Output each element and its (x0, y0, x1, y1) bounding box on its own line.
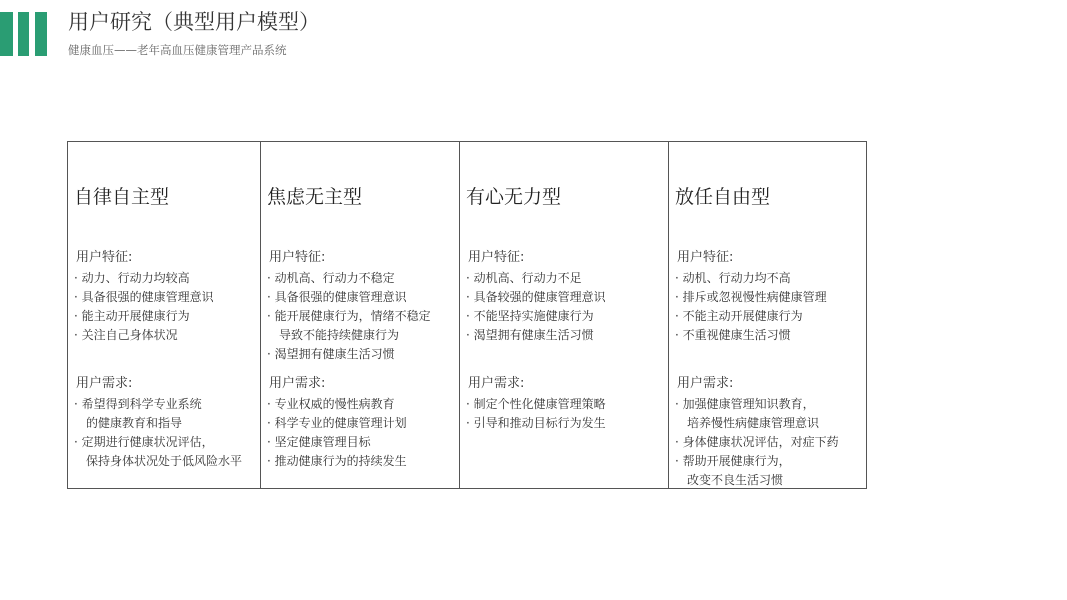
list-item: 保持身体状况处于低风险水平 (86, 454, 243, 468)
list-item: · 推动健康行为的持续发生 (267, 454, 407, 468)
list-item: 的健康教育和指导 (86, 416, 183, 430)
user-type-column (669, 142, 866, 488)
features-label: 用户特征: (76, 250, 133, 265)
list-item: · 加强健康管理知识教育， (675, 397, 815, 411)
user-type-title: 有心无力型 (466, 186, 562, 208)
list-item: · 具备很强的健康管理意识 (267, 290, 407, 304)
logo-bar (35, 12, 47, 56)
needs-list (466, 395, 606, 433)
user-model-table (67, 141, 867, 489)
list-item: · 定期进行健康状况评估， (74, 435, 214, 449)
page-title: 用户研究（典型用户模型） (68, 10, 320, 34)
list-item: · 不能主动开展健康行为 (675, 309, 803, 323)
list-item: · 坚定健康管理目标 (267, 435, 371, 449)
features-label: 用户特征: (269, 250, 326, 265)
list-item: · 具备很强的健康管理意识 (74, 290, 214, 304)
list-item: · 身体健康状况评估，对症下药 (675, 435, 839, 449)
list-item: · 专业权威的慢性病教育 (267, 397, 395, 411)
user-type-title: 放任自由型 (675, 186, 771, 208)
needs-list (74, 395, 242, 471)
list-item: · 渴望拥有健康生活习惯 (466, 328, 594, 342)
needs-label: 用户需求: (468, 376, 525, 391)
list-item: · 动机高、行动力不足 (466, 271, 582, 285)
list-item: 改变不良生活习惯 (687, 473, 784, 487)
logo-bar (0, 12, 13, 56)
list-item: · 不能坚持实施健康行为 (466, 309, 594, 323)
list-item: 培养慢性病健康管理意识 (687, 416, 820, 430)
list-item: · 动机高、行动力不稳定 (267, 271, 395, 285)
needs-label: 用户需求: (269, 376, 326, 391)
features-list (675, 269, 827, 345)
features-label: 用户特征: (677, 250, 734, 265)
list-item: · 渴望拥有健康生活习惯 (267, 347, 395, 361)
needs-label: 用户需求: (677, 376, 734, 391)
needs-label: 用户需求: (76, 376, 133, 391)
features-list (466, 269, 606, 345)
list-item: · 制定个性化健康管理策略 (466, 397, 606, 411)
user-type-title: 自律自主型 (74, 186, 170, 208)
list-item: · 帮助开展健康行为， (675, 454, 791, 468)
list-item: · 动力、行动力均较高 (74, 271, 190, 285)
page-subtitle: 健康血压——老年高血压健康管理产品系统 (68, 43, 287, 57)
list-item: · 希望得到科学专业系统 (74, 397, 202, 411)
list-item: 导致不能持续健康行为 (279, 328, 400, 342)
needs-list (675, 395, 839, 490)
logo-bars (0, 12, 48, 56)
list-item: · 动机、行动力均不高 (675, 271, 791, 285)
user-type-column (460, 142, 669, 488)
list-item: · 科学专业的健康管理计划 (267, 416, 407, 430)
list-item: · 排斥或忽视慢性病健康管理 (675, 290, 827, 304)
features-list (74, 269, 214, 345)
features-label: 用户特征: (468, 250, 525, 265)
list-item: · 关注自己身体状况 (74, 328, 178, 342)
list-item: · 具备较强的健康管理意识 (466, 290, 606, 304)
list-item: · 引导和推动目标行为发生 (466, 416, 606, 430)
list-item: · 能开展健康行为，情绪不稳定 (267, 309, 431, 323)
user-type-column (68, 142, 261, 488)
logo-bar (18, 12, 29, 56)
needs-list (267, 395, 407, 471)
user-type-column (261, 142, 460, 488)
list-item: · 不重视健康生活习惯 (675, 328, 791, 342)
user-type-title: 焦虑无主型 (267, 186, 363, 208)
list-item: · 能主动开展健康行为 (74, 309, 190, 323)
features-list (267, 269, 431, 364)
